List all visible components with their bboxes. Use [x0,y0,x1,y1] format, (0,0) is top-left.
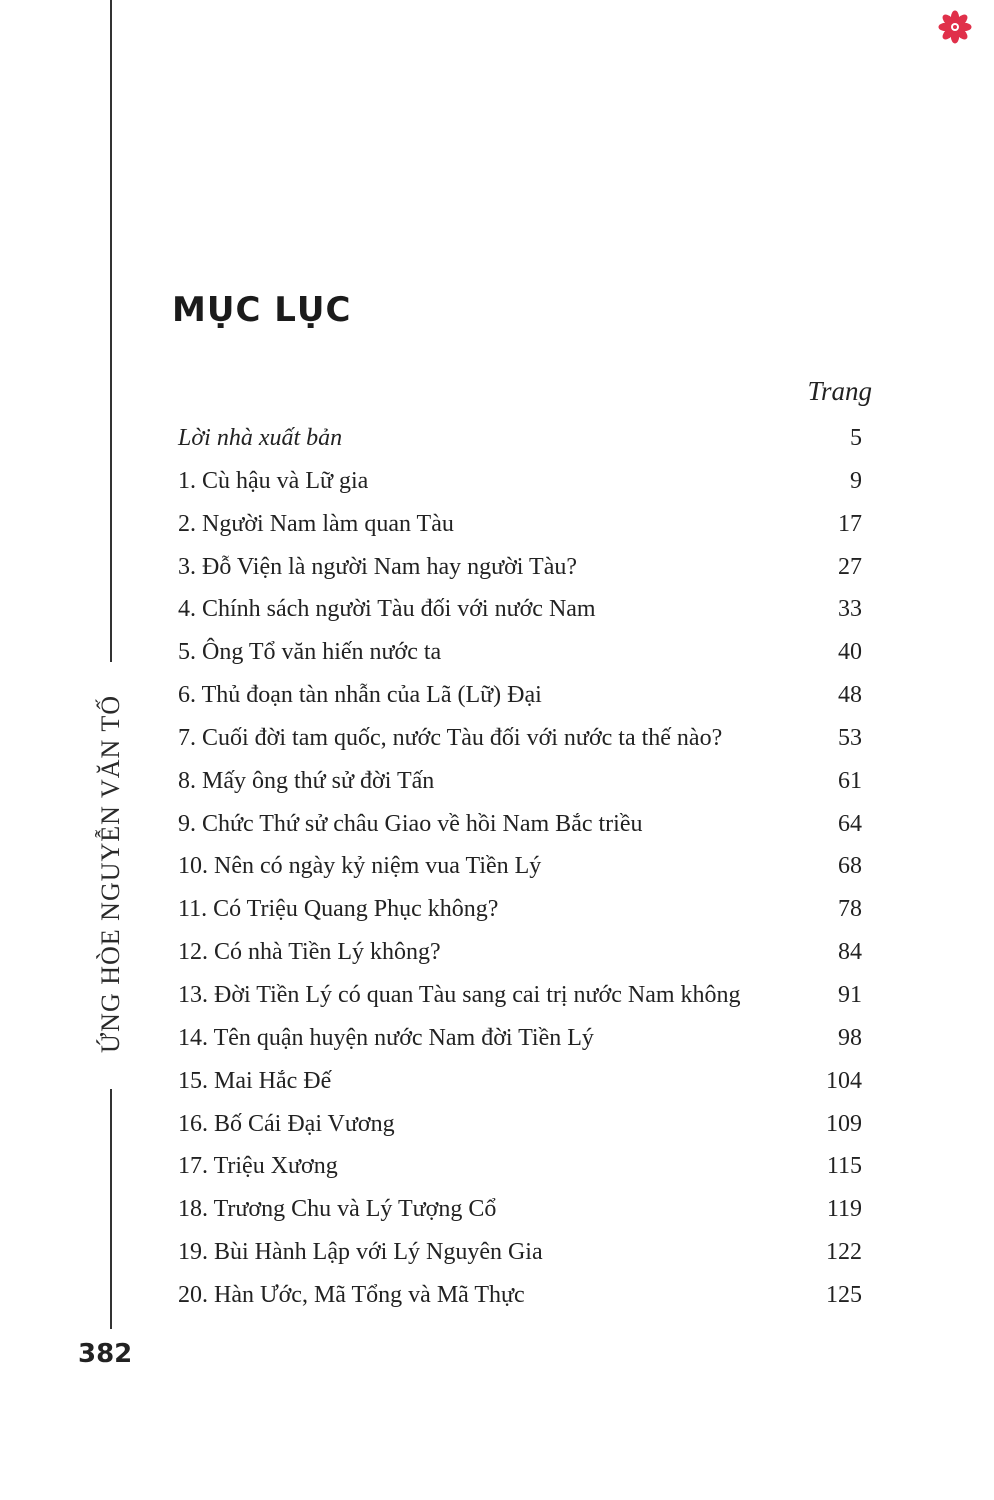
toc-entry-title: 1. Cù hậu và Lữ gia [178,467,369,494]
toc-entry[interactable] [178,1148,862,1191]
toc-entry[interactable] [178,591,862,634]
toc-entry[interactable] [178,1106,862,1149]
toc-entry-title: 9. Chức Thứ sử châu Giao về hồi Nam Bắc triều [178,810,643,837]
toc-entry-title: 16. Bố Cái Đại Vương [178,1110,395,1137]
toc-entry-title: 20. Hàn Ước, Mã Tổng và Mã Thực [178,1281,525,1308]
toc-entry-page: 125 [826,1281,862,1308]
toc-entry[interactable] [178,848,862,891]
spine-author-text: ỨNG HÒE NGUYỄN VĂN TỐ [96,695,125,1053]
spine-rule-bottom [110,1089,112,1329]
table-of-contents [178,420,862,1320]
spine-rule-top [110,0,112,662]
toc-entry-title: Lời nhà xuất bản [178,425,343,451]
toc-entry-title: 15. Mai Hắc Đế [178,1067,332,1094]
toc-entry[interactable] [178,1234,862,1277]
toc-entry[interactable] [178,549,862,592]
page-title: MỤC LỤC [172,290,352,330]
toc-entry-page: 84 [838,939,862,966]
toc-entry[interactable] [178,720,862,763]
toc-entry-title: 6. Thủ đoạn tàn nhẫn của Lã (Lữ) Đại [178,682,542,709]
page-number: 382 [78,1339,133,1369]
toc-entry-title: 12. Có nhà Tiền Lý không? [178,939,441,966]
toc-entry-page: 104 [826,1067,862,1094]
toc-entry-title: 14. Tên quận huyện nước Nam đời Tiền Lý [178,1024,594,1051]
toc-entry-page: 122 [826,1239,862,1266]
toc-entry-page: 109 [826,1110,862,1137]
toc-entry-page: 53 [838,724,862,751]
toc-entry[interactable] [178,677,862,720]
toc-entry-title: 17. Triệu Xương [178,1153,338,1180]
toc-entry-page: 48 [838,682,862,709]
toc-entry[interactable] [178,1191,862,1234]
toc-entry-page: 17 [838,510,862,537]
toc-entry-page: 115 [826,1153,862,1180]
toc-entry[interactable] [178,934,862,977]
flower-icon [938,10,972,44]
toc-entry[interactable] [178,1020,862,1063]
toc-entry[interactable] [178,806,862,849]
toc-entry-page: 5 [850,425,862,451]
toc-entry-title: 3. Đỗ Viện là người Nam hay người Tàu? [178,553,577,580]
toc-entry-title: 13. Đời Tiền Lý có quan Tàu sang cai trị nước Nam không [178,981,741,1008]
toc-entry-title: 2. Người Nam làm quan Tàu [178,510,454,537]
page-column-header: Trang [807,376,872,406]
toc-entry-title: 5. Ông Tổ văn hiến nước ta [178,639,442,666]
toc-entry-page: 119 [826,1196,862,1223]
toc-entry-page: 61 [838,767,862,794]
toc-entry-page: 98 [838,1024,862,1051]
toc-entry[interactable] [178,891,862,934]
toc-entry-page: 64 [838,810,862,837]
toc-entry-title: 4. Chính sách người Tàu đối với nước Nam [178,596,596,623]
toc-entry[interactable] [178,1277,862,1320]
toc-entry[interactable] [178,463,862,506]
toc-entry-page: 40 [838,639,862,666]
toc-entry[interactable] [178,506,862,549]
toc-entry[interactable] [178,1063,862,1106]
toc-entry-page: 78 [838,896,862,923]
toc-entry-title: 19. Bùi Hành Lập với Lý Nguyên Gia [178,1239,543,1266]
toc-entry-page: 27 [838,553,862,580]
toc-entry-page: 68 [838,853,862,880]
toc-entry-title: 11. Có Triệu Quang Phục không? [178,896,499,923]
toc-entry-page: 9 [850,467,862,494]
toc-entry-title: 8. Mấy ông thứ sử đời Tấn [178,767,435,794]
toc-entry[interactable] [178,420,862,463]
toc-entry-title: 10. Nên có ngày kỷ niệm vua Tiền Lý [178,853,542,880]
toc-entry[interactable] [178,634,862,677]
toc-entry[interactable] [178,977,862,1020]
toc-entry-title: 18. Trương Chu và Lý Tượng Cổ [178,1196,497,1223]
toc-entry-title: 7. Cuối đời tam quốc, nước Tàu đối với nước ta thế nào? [178,724,723,751]
toc-entry-page: 91 [838,981,862,1008]
toc-entry-page: 33 [838,596,862,623]
toc-entry[interactable] [178,763,862,806]
